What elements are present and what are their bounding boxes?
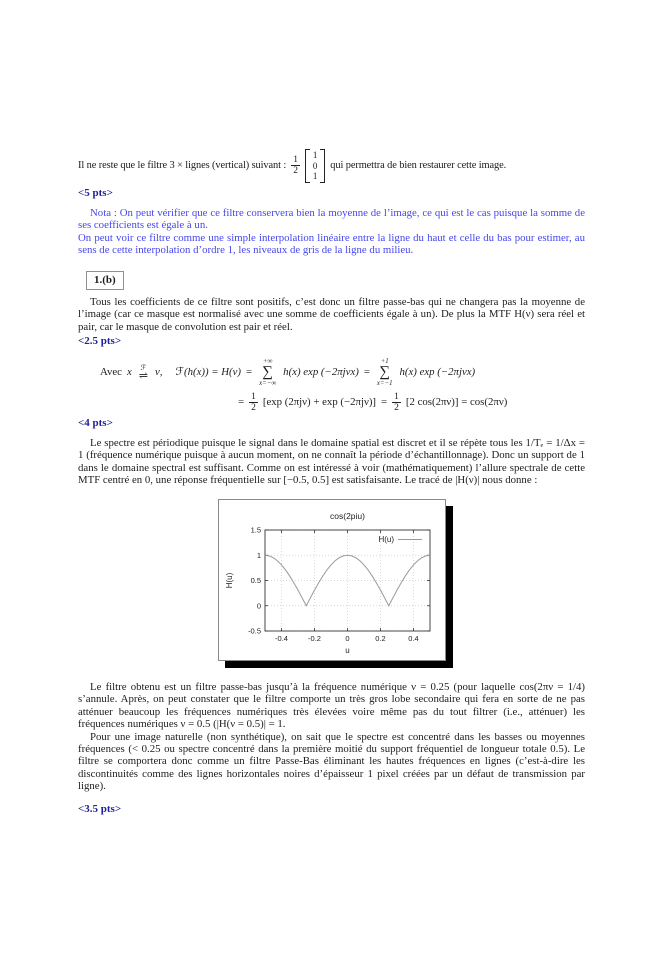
svg-text:0.5: 0.5 [250, 575, 261, 585]
svg-text:0.4: 0.4 [407, 633, 419, 643]
points-marker-3-5pts: <3.5 pts> [78, 802, 122, 815]
mtf-plot-svg [219, 503, 445, 655]
fraction-denominator: 2 [251, 402, 256, 413]
vector-value: 0 [312, 160, 318, 171]
equation-line-2 [238, 392, 585, 413]
sum-lower-limit: x=−1 [376, 380, 393, 388]
sigma-icon: ∑ [262, 364, 273, 381]
svg-text:1: 1 [256, 550, 261, 560]
svg-text:cos(2piu): cos(2piu) [329, 510, 365, 521]
sigma-icon: ∑ [379, 364, 391, 381]
paragraph-image-naturelle: Pour une image naturelle (non synthétique), on sait que le spectre est concentré dans les basses ou moyennes fréquences (< 0.25 ou spectre concentré dans la première moitié du support fréquentiel de longueur totale 0.5). Le filtre se comportera donc comme un filtre Passe-Bas éliminant les hautes fréquences en lignes (c’est-à-dire les discontinuités comme des lignes horizontales noires d’épaisseur 1 pixel créées par un défaut de transmission par ligne). [78, 730, 585, 793]
eq-var-nu: ν, [155, 366, 163, 379]
svg-text:0: 0 [344, 633, 350, 643]
sum-lower-limit: x=−∞ [259, 380, 277, 388]
filter-intro-line [78, 149, 585, 183]
eq-exp-sum: [exp (2πjν) + exp (−2πjν)] [262, 395, 377, 408]
fraction-numerator: 1 [394, 391, 399, 402]
document-page [78, 0, 585, 815]
svg-text:-0.2: -0.2 [307, 633, 321, 643]
mtf-plot-figure [218, 499, 446, 661]
fourier-script-f: ℱ [140, 362, 147, 372]
intro-text-after: qui permettra de bien restaurer cette image. [330, 159, 507, 171]
harpoon-icon: ⇌ [138, 370, 148, 383]
sum-infinite [259, 358, 276, 388]
sum-upper-limit: +1 [380, 357, 389, 365]
one-half-fraction [291, 155, 300, 176]
eq-intro-word: Avec [100, 366, 122, 379]
svg-text:-0.5: -0.5 [247, 626, 261, 636]
vector-value: 1 [312, 150, 318, 160]
svg-text:H(u): H(u) [224, 572, 234, 588]
fourier-pair-relation [139, 364, 148, 382]
section-label-box: 1.(b) [86, 271, 124, 290]
eq-term-2: h(x) exp (−2πjνx) [399, 366, 476, 379]
right-bracket [320, 149, 325, 183]
eq-equals: = [363, 366, 370, 379]
points-marker-2-5pts: <2.5 pts> [78, 335, 122, 348]
svg-text:H(u): H(u) [377, 534, 394, 544]
eq-lhs: ℱ(h(x)) = H(ν) [175, 366, 242, 379]
fourier-equation [78, 358, 585, 413]
eq-term-1: h(x) exp (−2πjνx) [283, 366, 359, 379]
vector-values [310, 149, 320, 183]
eq-equals: = [246, 366, 253, 379]
intro-text-before: Il ne reste que le filtre 3 × lignes (vertical) suivant : [78, 159, 287, 171]
equation-line-1 [100, 358, 585, 388]
fraction-denominator: 2 [293, 166, 298, 177]
svg-text:1.5: 1.5 [250, 525, 261, 535]
paragraph-coefficients: Tous les coefficients de ce filtre sont positifs, c’est donc un filtre passe-bas qui ne changera pas la moyenne de l’image (car ce masque est normalisé avec une somme de coefficients égale à un). De plus la MTF H(ν) sera réel et pair, car le masque de convolution est pair et réel. [78, 295, 585, 333]
points-marker-5pts: <5 pts> [78, 186, 113, 199]
svg-text:-0.4: -0.4 [274, 633, 288, 643]
fraction-numerator: 1 [251, 391, 256, 402]
one-half-fraction [249, 392, 258, 413]
paragraph-filtre: Le filtre obtenu est un filtre passe-bas jusqu’à la fréquence numérique ν = 0.25 (pour laquelle cos(2πν = 1/4) s’annule. Après, on peut constater que le filtre comporte un très gros lobe secondaire qui fera en sorte de ne pas atténuer beaucoup les fréquences numériques très élevées voire même pas du tout filtrer (i.e., atténuer) les fréquences numériques ν = 0.5 (|H(ν = 0.5)| = 1. [78, 681, 585, 731]
one-half-fraction [392, 392, 401, 413]
svg-text:0: 0 [256, 600, 261, 610]
sum-finite [377, 358, 393, 388]
fraction-denominator: 2 [394, 402, 399, 413]
eq-equals: = [381, 395, 388, 408]
eq-var-x: x [126, 366, 132, 379]
paragraph-spectre: Le spectre est périodique puisque le signal dans le domaine spatial est discret et il se répète tous les 1/Tₑ = 1/Δx = 1 (fréquence numérique puisque à aucun moment, on ne connaît la période d’échantillonnage). Donc un support de 1 dans le domaine spectral est suffisant. Comme on est intéressé à voir (mathématiquement) l’allure spectrale de cette MTF centré en 0, une réponse fréquentielle sur [−0.5, 0.5] est satisfaisante. Le tracé de |H(ν)| nous donne : [78, 436, 585, 487]
fraction-numerator: 1 [293, 155, 298, 166]
note-paragraph-2: On peut voir ce filtre comme une simple interpolation linéaire entre la ligne du haut et celle du bas pour estimer, au sens de cette interpolation d’ordre 1, les niveaux de gris de la ligne du milieu. [78, 231, 585, 257]
sum-upper-limit: +∞ [262, 357, 273, 365]
vector-value: 1 [312, 171, 318, 181]
filter-column-vector [305, 149, 325, 183]
svg-text:0.2: 0.2 [374, 633, 386, 643]
eq-equals: = [238, 395, 245, 408]
svg-text:u: u [344, 645, 350, 655]
eq-cosine-result: [2 cos(2πν)] = cos(2πν) [405, 395, 508, 408]
section-header-row [78, 271, 585, 290]
note-paragraph-1: Nota : On peut vérifier que ce filtre conservera bien la moyenne de l’image, ce qui est le cas puisque la somme de ses coefficients est égale à un. [78, 206, 585, 232]
points-marker-4pts: <4 pts> [78, 416, 113, 429]
